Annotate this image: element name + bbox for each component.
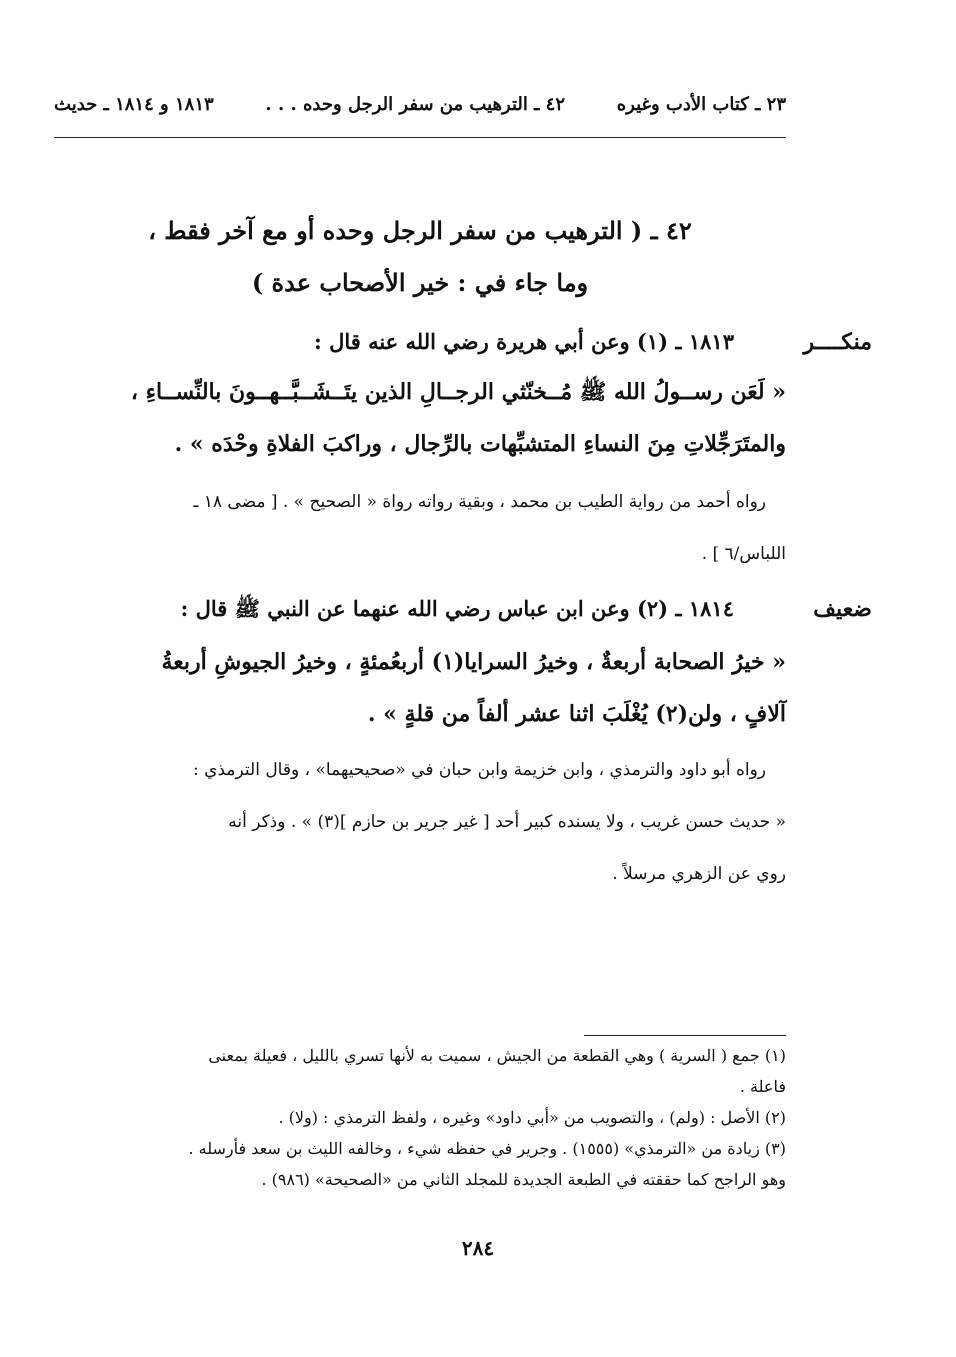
footnotes xyxy=(54,1040,786,1195)
footnote-3-line-1: (٣) زيادة من «الترمذي» (١٥٥٥) . وجرير في حفظه شيء ، وخالفه الليث بن سعد فأرسله . xyxy=(188,1139,786,1158)
hadith-1813-text xyxy=(54,366,786,470)
hadith-1813-text-line-1: « لَعَن رســولُ الله ﷺ مُــخنّثي الرجــالِ الذين يتَــشَــبَّــهــونَ بالنِّســاءِ ، xyxy=(130,379,786,405)
footnote-2: (٢) الأصل : (ولم) ، والتصويب من «أبي داود» وغيره ، ولفظ الترمذي : (ولا) . xyxy=(278,1108,786,1127)
hadith-1813-source-note xyxy=(54,476,786,580)
footnote-1-line-2: فاعلة . xyxy=(739,1077,786,1096)
chapter-title-line-1: ٤٢ ـ ( الترهيب من سفر الرجل وحده أو مع آخر فقط ، xyxy=(148,216,692,245)
hadith-1813-grade: منكــــر xyxy=(803,329,872,355)
header-divider xyxy=(54,137,786,138)
header-chapter: ٢٣ ـ كتاب الأدب وغيره xyxy=(616,93,786,115)
header-section: ٤٢ ـ الترهيب من سفر الرجل وحده . . . xyxy=(265,93,566,115)
hadith-1814-text-line-2: آلافٍ ، ولن(٢) يُغْلَبَ اثنا عشر ألفاً من قلةٍ » . xyxy=(367,701,786,727)
hadith-1814-grade: ضعيف xyxy=(813,596,872,622)
chapter-title-line-2: وما جاء في : خير الأصحاب عدة ) xyxy=(251,268,589,297)
hadith-1813-number-line: ١٨١٣ ـ (١) وعن أبي هريرة رضي الله عنه قال : xyxy=(314,329,734,354)
chapter-title xyxy=(54,205,786,309)
hadith-1813-note-line-1: رواه أحمد من رواية الطيب بن محمد ، وبقية رواته رواة « الصحيح » . [ مضى ١٨ ـ xyxy=(193,492,766,512)
hadith-1814-note-line-1: رواه أبو داود والترمذي ، وابن خزيمة وابن حبان في «صحيحيهما» ، وقال الترمذي : xyxy=(193,760,766,780)
footnote-divider xyxy=(584,1035,786,1036)
footnote-3-line-2: وهو الراجح كما حققته في الطبعة الجديدة للمجلد الثاني من «الصحيحة» (٩٨٦) . xyxy=(261,1170,786,1189)
hadith-1813-text-line-2: والمتَرَجِّلاتِ مِنَ النساءِ المتشبِّهات بالرِّجال ، وراكبَ الفلاةِ وحْدَه » . xyxy=(174,431,786,457)
running-header xyxy=(54,88,786,120)
hadith-1814-note-line-2: « حديث حسن غريب ، ولا يسنده كبير أحد [ غير جرير بن حازم ](٣) » . وذكر أنه xyxy=(228,812,786,832)
hadith-1814-number-line: ١٨١٤ ـ (٢) وعن ابن عباس رضي الله عنهما عن النبي ﷺ قال : xyxy=(180,596,734,621)
header-hadith-range: ١٨١٣ و ١٨١٤ ـ حديث xyxy=(54,93,214,115)
hadith-1814-source-note xyxy=(54,744,786,900)
footnote-1-line-1: (١) جمع ( السرية ) وهي القطعة من الجيش ، سميت به لأنها تسري بالليل ، فعيلة بمعنى xyxy=(208,1046,786,1065)
page-number: ٢٨٤ xyxy=(461,1236,495,1260)
hadith-1814-text-line-1: « خيرُ الصحابة أربعةٌ ، وخيرُ السرايا(١) أربعُمئةٍ ، وخيرُ الجيوشِ أربعةُ xyxy=(161,649,786,675)
hadith-1814-text xyxy=(54,636,786,740)
hadith-1814-note-line-3: روي عن الزهري مرسلاً . xyxy=(612,864,786,884)
hadith-1813-note-line-2: اللباس/٦ ] . xyxy=(701,544,786,564)
